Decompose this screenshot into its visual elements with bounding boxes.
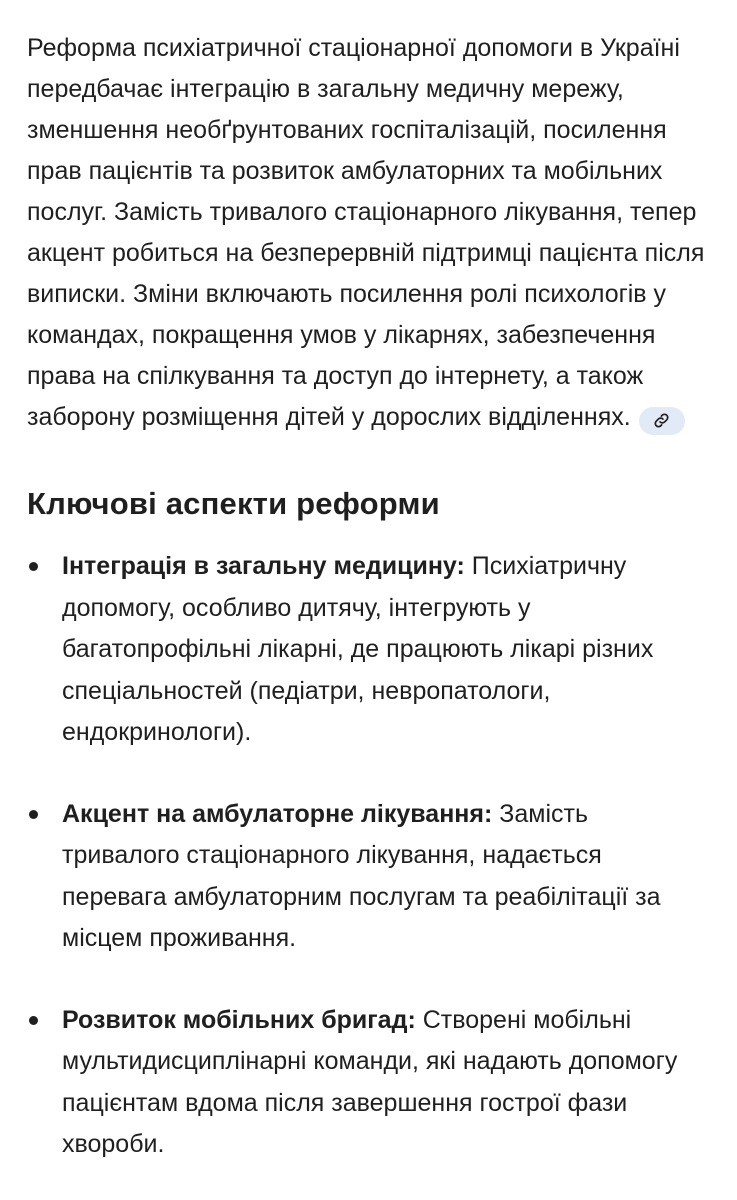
list-item [27, 546, 707, 754]
bullet-icon [29, 562, 38, 571]
aspect-title: Розвиток мобільних бригад: [62, 1005, 416, 1034]
bullet-icon [29, 1016, 38, 1025]
section-heading: Ключові аспекти реформи [27, 486, 440, 521]
link-icon [653, 412, 670, 429]
list-item [27, 794, 707, 960]
aspect-text: Психіатричну допомогу, особливо дитячу, інтегрують у багатопрофільні лікарні, де працюють лікарі різних спеціальностей (педіатри, невропатологи, ендокринологи). [62, 552, 654, 746]
list-item [27, 1000, 707, 1166]
intro-paragraph [27, 28, 707, 438]
aspect-title: Акцент на амбулаторне лікування: [62, 799, 493, 828]
bullet-icon [29, 810, 38, 819]
aspects-list [27, 546, 707, 1166]
aspect-text: Замість тривалого стаціонарного лікування, надається перевага амбулаторним послугам та реабілітації за місцем проживання. [62, 799, 661, 952]
intro-text: Реформа психіатричної стаціонарної допомоги в Україні передбачає інтеграцію в загальну медичну мережу, зменшення необґрунтованих госпіталізацій, посилення прав пацієнтів та розвиток амбулаторних та мобільних послуг. Замість тривалого стаціонарного лікування, тепер акцент робиться на безперервній підтримці пацієнта після виписки. Зміни включають посилення ролі психологів у командах, покращення умов у лікарнях, забезпечення права на спілкування та доступ до інтернету, а також заборону розміщення дітей у дорослих відділеннях. [27, 34, 705, 431]
aspect-text: Створені мобільні мультидисциплінарні команди, які надають допомогу пацієнтам вдома після завершення гострої фази хвороби. [62, 1005, 678, 1158]
source-link-chip[interactable] [639, 407, 685, 435]
aspect-title: Інтеграція в загальну медицину: [62, 552, 465, 580]
